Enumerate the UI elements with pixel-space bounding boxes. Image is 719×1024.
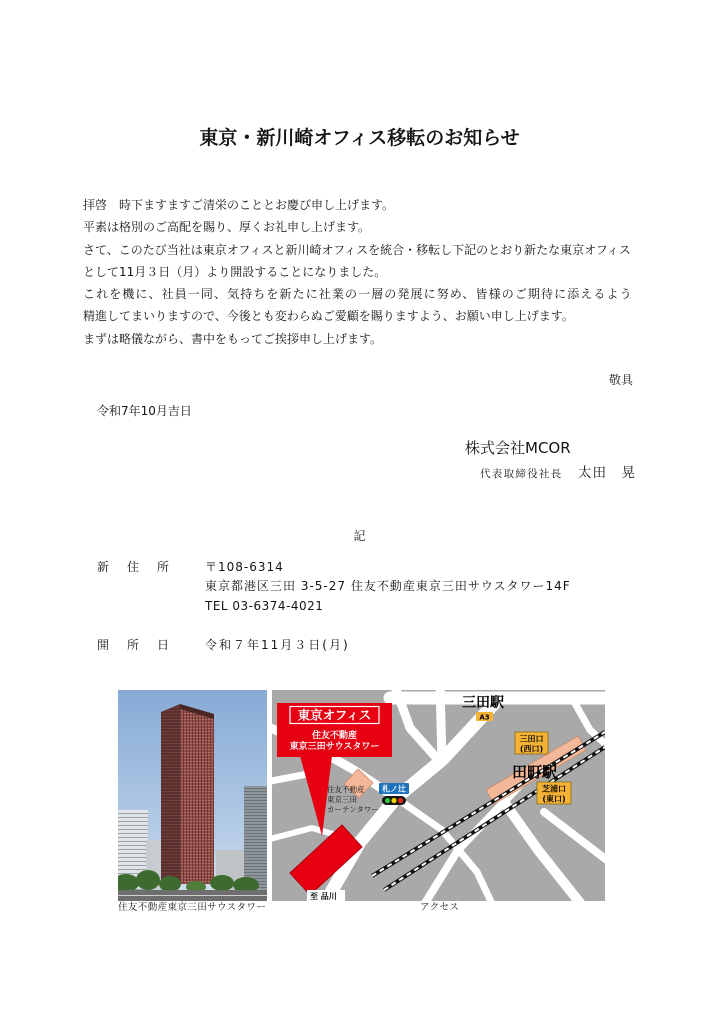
body-line: 精進してまいりますので、今後とも変わらぬご愛顧を賜りますよう、お願い申し上げます。: [83, 309, 574, 324]
shibaura-exit-sub-label: (東口): [542, 794, 566, 804]
landmark-label: 住友不動産: [327, 785, 365, 794]
building-photo: [118, 690, 267, 901]
map-caption: アクセス: [420, 902, 460, 913]
mita-station-label: 三田駅: [462, 695, 504, 711]
street-address: 東京都港区三田 3-5-27 住友不動産東京三田サウスタワー14F: [205, 579, 571, 593]
mita-exit-label: 三田口: [519, 734, 544, 744]
traffic-light-icon: [382, 796, 406, 805]
access-map: [272, 690, 605, 901]
telephone: TEL 03-6374-4021: [205, 599, 324, 613]
ki-heading: 記: [353, 529, 366, 543]
opening-date: 令和７年11月３日(月): [205, 638, 350, 652]
body-line: 拝啓 時下ますますご清栄のこととお慶び申し上げます。: [83, 198, 395, 212]
landmark-label: 東京三田: [327, 795, 357, 804]
direction-shinagawa-label: 至 品川: [310, 892, 337, 901]
office-building-name: 東京三田サウスタワー: [289, 742, 380, 752]
tower-side-face: [161, 704, 180, 884]
company-name: 株式会社MCOR: [465, 439, 571, 457]
shibaura-exit-label: 芝浦口: [542, 784, 566, 794]
body-line: として11月３日（月）より開設することになりました。: [83, 264, 387, 279]
body-line: まずは略儀ながら、書中をもってご挨拶申し上げます。: [83, 331, 383, 346]
intersection-label: 札ノ辻: [382, 784, 406, 794]
postal-code: 〒108-6314: [205, 560, 284, 574]
greeting-body: [83, 194, 633, 350]
body-line: これを機に、社員一同、気持ちを新たに社業の一層の発展に努め、皆様のご期待に添えるよう: [83, 287, 633, 302]
landmark-label: カーテンタワー: [327, 805, 379, 814]
signer-title: 代表取締役社長: [480, 468, 563, 480]
issue-date: 令和7年10月吉日: [97, 404, 192, 418]
closing-word: 敬具: [608, 373, 633, 387]
opening-date-label: 開 所 日: [97, 638, 173, 652]
page-title: 東京・新川崎オフィス移転のお知らせ: [199, 127, 520, 149]
street-line: [118, 895, 267, 896]
office-label: 東京オフィス: [297, 707, 372, 723]
body-line: さて、このたび当社は東京オフィスと新川崎オフィスを統合・移転し下記のとおり新たな東京オフィス: [83, 242, 631, 257]
photo-caption: 住友不動産東京三田サウスタワー: [118, 902, 267, 913]
mita-exit-sub-label: (西口): [519, 744, 544, 754]
body-line: 平素は格別のご高配を賜り、厚くお礼申し上げます。: [83, 220, 371, 235]
address-label: 新 住 所: [97, 560, 173, 574]
exit-a3-label: A3: [479, 713, 490, 722]
signer-name: 太田 晃: [578, 465, 636, 481]
tower-front-face: [180, 704, 214, 884]
office-building-name: 住友不動産: [311, 731, 358, 741]
tamachi-station-label: 田町駅: [512, 763, 558, 781]
